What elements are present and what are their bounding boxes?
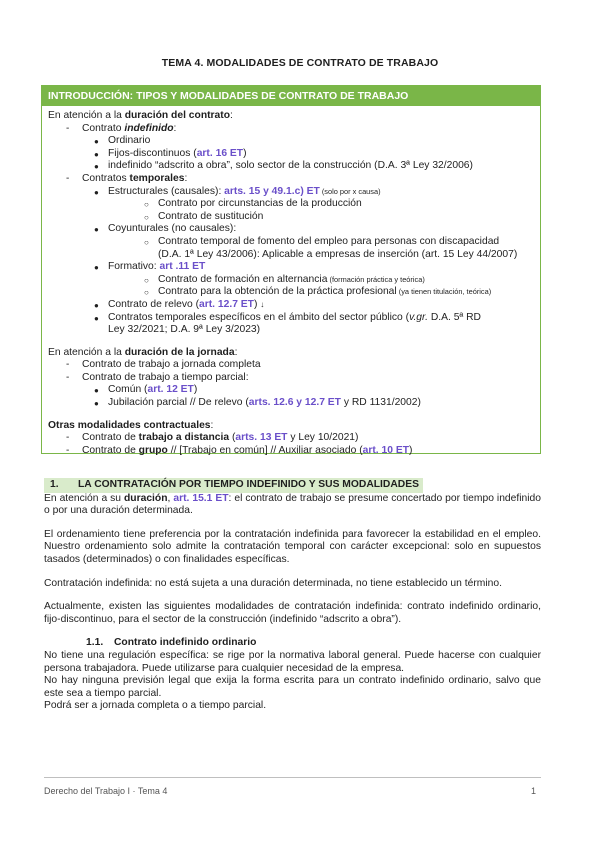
dash-marker: -	[66, 122, 70, 134]
dash-marker: -	[66, 444, 70, 456]
otras-modalidades-lead: Otras modalidades contractuales:	[48, 419, 214, 431]
bullet-marker: ●	[94, 149, 99, 159]
list-item-estructurales: ● Estructurales (causales): arts. 15 y 49.1.c) ET (solo por x causa)	[48, 186, 534, 199]
list-item-tiempo-parcial: - Contrato de trabajo a tiempo parcial:	[66, 371, 249, 383]
bullet-marker: ●	[94, 137, 99, 147]
paragraph-contratacion-indefinida: Contratación indefinida: no está sujeta a una duración determinada, no tiene establecido un término.	[44, 577, 502, 589]
footer-divider	[44, 777, 541, 778]
bullet-marker: ●	[94, 386, 99, 396]
circle-marker: ○	[144, 288, 149, 298]
circle-marker: ○	[144, 200, 149, 210]
dash-marker: -	[66, 172, 70, 184]
list-item-sector-publico-cont: Ley 32/2021; D.A. 9ª Ley 3/2023)	[108, 324, 261, 336]
list-item-sector-publico: ● Contratos temporales específicos en el ámbito del sector público (v.gr. D.A. 5ª RD	[48, 312, 534, 325]
paragraph-regulacion: No tiene una regulación específica: se rige por la normativa laboral general. Puede hacerse con cualquier persona trabajadora. Puede utilizarse para cualquier necesidad de la empresa.	[44, 649, 541, 674]
bullet-marker: ●	[94, 263, 99, 273]
bullet-marker: ●	[94, 187, 99, 197]
list-item-fijos-discontinuos: ● Fijos-discontinuos (art. 16 ET)	[48, 148, 534, 161]
list-item-comun: ● Común (art. 12 ET)	[48, 384, 534, 397]
bullet-marker: ●	[94, 300, 99, 310]
circle-marker: ○	[144, 237, 149, 247]
duracion-jornada-lead: En atención a la duración de la jornada:	[48, 346, 238, 358]
footer-course: Derecho del Trabajo I · Tema 4	[44, 786, 168, 796]
paragraph-modalidades: Actualmente, existen las siguientes modalidades de contratación indefinida: contrato indefinido ordinario, fijo-discontinuo, para el sector de la construcción (indefinido “adscrito a obra”).	[44, 601, 541, 625]
list-item-relevo: ● Contrato de relevo (art. 12.7 ET) ↓	[48, 299, 534, 312]
introduction-body	[42, 106, 540, 457]
bullet-marker: ●	[94, 225, 99, 235]
paragraph-forma-escrita: No hay ninguna previsión legal que exija la forma escrita para un contrato indefinido ordinario, salvo que este sea a tiempo parcial.	[44, 675, 541, 699]
list-item-temporales: - Contratos temporales:	[66, 172, 188, 184]
list-item-ordinario: ● Ordinario	[48, 135, 534, 148]
page-title: TEMA 4. MODALIDADES DE CONTRATO DE TRABAJO	[161, 57, 439, 69]
page-number: 1	[530, 786, 536, 796]
bullet-marker: ●	[94, 399, 99, 409]
dash-marker: -	[66, 359, 70, 371]
introduction-heading: INTRODUCCIÓN: TIPOS Y MODALIDADES DE CONTRATO DE TRABAJO	[42, 86, 540, 106]
circle-marker: ○	[144, 212, 149, 222]
list-item-sustitucion: ○ Contrato de sustitución	[48, 211, 534, 224]
subsection-1-1-heading: 1.1. Contrato indefinido ordinario	[86, 637, 257, 649]
list-item-practica: ○ Contrato para la obtención de la práctica profesional (ya tienen titulación, teórica)	[48, 286, 534, 299]
list-item-formativo: ● Formativo: art .11 ET	[48, 261, 534, 274]
list-item-jornada-completa: - Contrato de trabajo a jornada completa	[66, 359, 261, 371]
section-1	[44, 478, 541, 713]
dash-marker: -	[66, 432, 70, 444]
list-item-circunstancias: ○ Contrato por circunstancias de la producción	[48, 198, 534, 211]
list-item-trabajo-distancia: - Contrato de trabajo a distancia (arts. 13 ET y Ley 10/2021)	[66, 432, 359, 444]
paragraph-duracion: En atención a su duración, art. 15.1 ET: el contrato de trabajo se presume concertado por tiempo indefinido o por una duración determinada.	[44, 492, 541, 517]
paragraph-jornada: Podrá ser a jornada completa o a tiempo parcial.	[44, 700, 267, 712]
paragraph-preferencia: El ordenamiento tiene preferencia por la contratación indefinida para favorecer la estabilidad en el empleo. Nuestro ordenamiento solo admite la contratación temporal con carácter excepcional: solo en supuestos tasados (determinados) o con finalidades específicas.	[44, 528, 541, 565]
list-item-fomento-empleo-cont: (D.A. 1ª Ley 43/2006): Aplicable a empresas de inserción (art. 15 Ley 44/2007)	[158, 248, 518, 260]
list-item-alternancia: ○ Contrato de formación en alternancia (formación práctica y teórica)	[48, 274, 534, 287]
bullet-marker: ●	[94, 313, 99, 323]
arrow-down-icon: ↓	[260, 299, 265, 309]
introduction-box	[41, 85, 541, 454]
bullet-marker: ●	[94, 162, 99, 172]
list-item-coyunturales: ● Coyunturales (no causales):	[48, 223, 534, 236]
list-item-jubilacion-parcial: ● Jubilación parcial // De relevo (arts. 12.6 y 12.7 ET y RD 1131/2002)	[48, 397, 534, 410]
list-item-indefinido: - Contrato indefinido:	[66, 122, 177, 134]
section-1-heading: 1. LA CONTRATACIÓN POR TIEMPO INDEFINIDO Y SUS MODALIDADES	[44, 478, 423, 493]
dash-marker: -	[66, 371, 70, 383]
list-item-grupo: - Contrato de grupo // [Trabajo en común] // Auxiliar asociado (art. 10 ET)	[66, 444, 413, 456]
circle-marker: ○	[144, 275, 149, 285]
list-item-adscrito-obra: ● indefinido “adscrito a obra”, solo sector de la construcción (D.A. 3ª Ley 32/2006)	[48, 160, 534, 173]
list-item-fomento-empleo: ○ Contrato temporal de fomento del empleo para personas con discapacidad	[48, 236, 534, 249]
duracion-contrato-lead: En atención a la duración del contrato:	[48, 110, 233, 121]
